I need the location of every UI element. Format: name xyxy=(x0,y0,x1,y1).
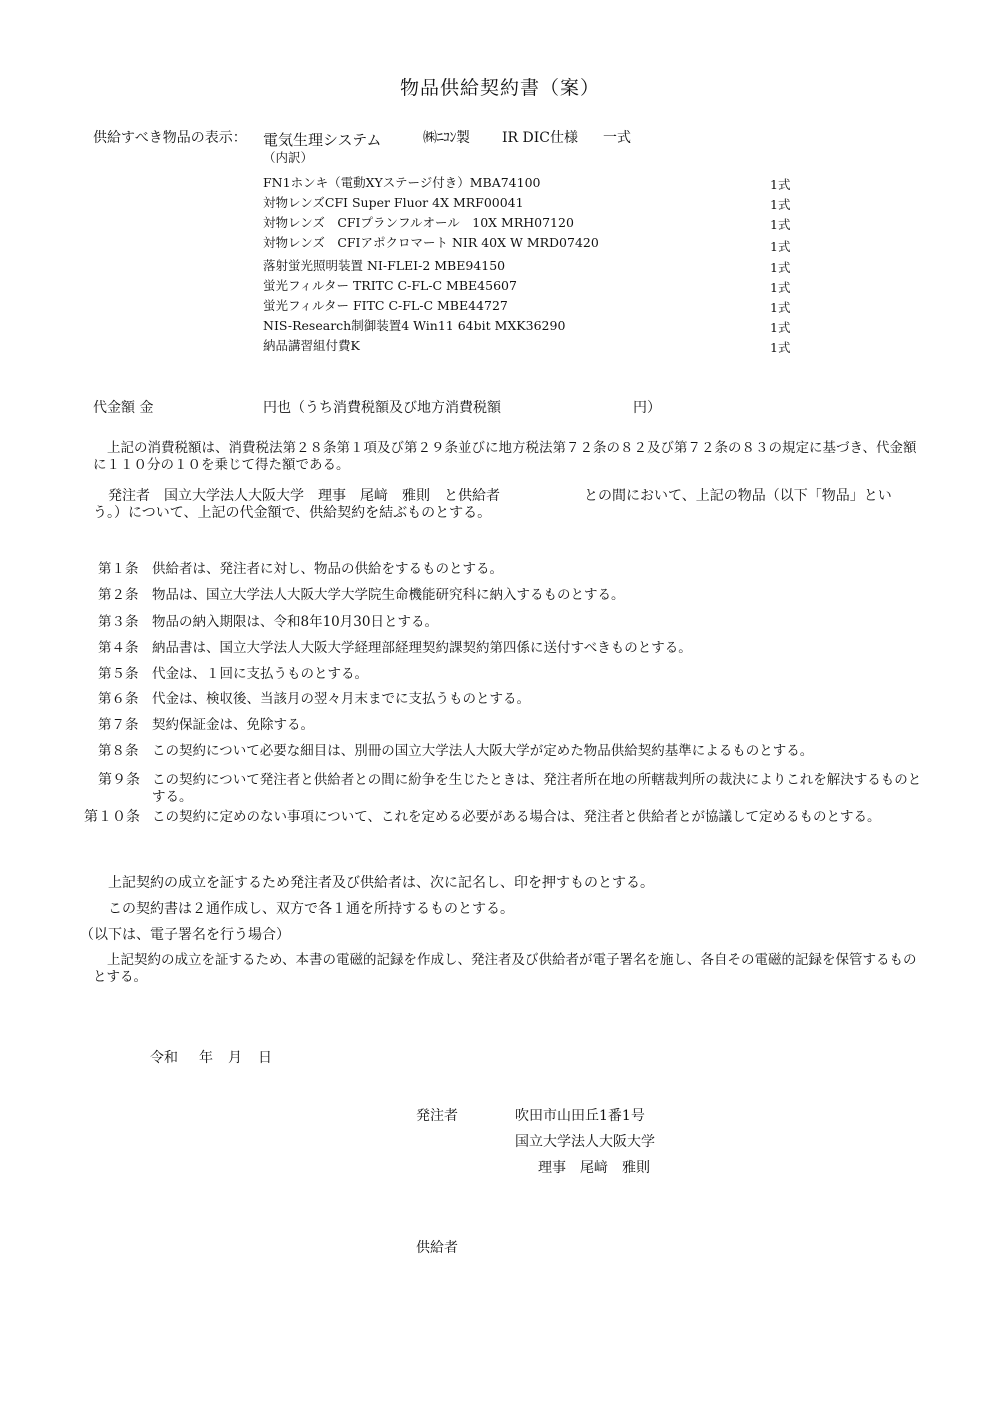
article-9-text: この契約について発注者と供給者との間に紛争を生じたときは、発注者所在地の所轄裁判所の裁決によりこれを解決するものとする。 xyxy=(152,772,922,805)
item-name: 蛍光フィルター FITC C-FL-C MBE44727 xyxy=(263,298,508,313)
goods-name: 電気生理システム xyxy=(263,131,382,149)
article-label: 第５条 xyxy=(98,666,139,682)
article-text: この契約について必要な細目は、別冊の国立大学法人大阪大学が定めた物品供給契約基準によるものとする。 xyxy=(152,743,814,759)
item-name: 蛍光フィルター TRITC C-FL-C MBE45607 xyxy=(263,278,517,293)
article-text: 契約保証金は、免除する。 xyxy=(152,717,314,733)
item-name: FN1ホンキ（電動XYステージ付き）MBA74100 xyxy=(263,175,541,190)
article-label: 第３条 xyxy=(98,614,139,630)
item-qty: 1式 xyxy=(770,197,791,212)
closing-statement-2: この契約書は２通作成し、双方で各１通を所持するものとする。 xyxy=(108,901,514,917)
article-10-text: この契約に定めのない事項について、これを定める必要がある場合は、発注者と供給者とが協議して定めるものとする。 xyxy=(152,809,881,825)
item-qty: 1式 xyxy=(770,260,791,275)
orderer-label: 発注者 xyxy=(416,1108,458,1124)
article-text: 代金は、１回に支払うものとする。 xyxy=(152,666,368,682)
article-text: 代金は、検収後、当該月の翌々月末までに支払うものとする。 xyxy=(152,691,530,707)
breakdown-label: （内訳） xyxy=(263,150,314,165)
document-title: 物品供給契約書（案） xyxy=(400,77,601,99)
item-qty: 1式 xyxy=(770,177,791,192)
price-tax-label: 円也（うち消費税額及び地方消費税額 xyxy=(263,400,501,416)
orderer-address: 吹田市山田丘1番1号 xyxy=(515,1108,645,1124)
closing-statement-1: 上記契約の成立を証するため発注者及び供給者は、次に記名し、印を押すものとする。 xyxy=(108,875,654,891)
article-9-label: 第９条 xyxy=(98,772,140,788)
article-label: 第１条 xyxy=(98,561,139,577)
orderer-org: 国立大学法人大阪大学 xyxy=(515,1134,655,1150)
item-name: NIS-Research制御装置4 Win11 64bit MXK36290 xyxy=(263,318,566,333)
article-10-label: 第１０条 xyxy=(84,809,140,825)
item-qty: 1式 xyxy=(770,320,791,335)
goods-maker: ㈱ﾆｺﾝ製 xyxy=(423,130,470,146)
date-year: 年 xyxy=(199,1050,213,1066)
article-label: 第７条 xyxy=(98,717,139,733)
parties-tail-line2: う。）について、上記の代金額で、供給契約を結ぶものとする。 xyxy=(93,505,492,521)
item-name: 対物レンズ CFIプランフルオール 10X MRH07120 xyxy=(263,215,574,230)
article-label: 第２条 xyxy=(98,587,139,603)
parties-head: 発注者 国立大学法人大阪大学 理事 尾﨑 雅則 と供給者 xyxy=(108,488,500,504)
item-qty: 1式 xyxy=(770,280,791,295)
item-qty: 1式 xyxy=(770,217,791,232)
article-label: 第６条 xyxy=(98,691,139,707)
article-label: 第８条 xyxy=(98,743,139,759)
item-qty: 1式 xyxy=(770,340,791,355)
item-name: 納品講習組付費K xyxy=(263,338,360,353)
article-text: 物品の納入期限は、令和8年10月30日とする。 xyxy=(152,614,438,630)
date-era: 令和 xyxy=(150,1050,178,1066)
tax-note: 上記の消費税額は、消費税法第２８条第１項及び第２９条並びに地方税法第７２条の８２及び第７２条の８３の規定に基づき、代金額に１１０分の１０を乗じて得た額である。 xyxy=(93,440,917,473)
item-qty: 1式 xyxy=(770,239,791,254)
article-label: 第４条 xyxy=(98,640,139,656)
article-text: 物品は、国立大学法人大阪大学大学院生命機能研究科に納入するものとする。 xyxy=(152,587,625,603)
item-name: 対物レンズCFI Super Fluor 4X MRF00041 xyxy=(263,195,524,210)
item-name: 対物レンズ CFIアポクロマート NIR 40X W MRD07420 xyxy=(263,235,599,250)
item-qty: 1式 xyxy=(770,300,791,315)
article-text: 供給者は、発注者に対し、物品の供給をするものとする。 xyxy=(152,561,503,577)
price-close: 円） xyxy=(633,400,661,416)
item-name: 落射蛍光照明装置 NI-FLEI-2 MBE94150 xyxy=(263,258,506,273)
esign-text: 上記契約の成立を証するため、本書の電磁的記録を作成し、発注者及び供給者が電子署名を施し、各自その電磁的記録を保管するものとする。 xyxy=(93,952,917,985)
goods-label: 供給すべき物品の表示： xyxy=(93,130,247,146)
article-text: 納品書は、国立大学法人大阪大学経理部経理契約課契約第四係に送付すべきものとする。 xyxy=(152,640,692,656)
date-day: 日 xyxy=(258,1050,272,1066)
price-label: 代金額 金 xyxy=(93,400,154,416)
goods-qty: 一式 xyxy=(603,130,631,146)
esign-heading: （以下は、電子署名を行う場合） xyxy=(80,927,290,943)
supplier-label: 供給者 xyxy=(416,1240,458,1256)
date-month: 月 xyxy=(228,1050,242,1066)
parties-tail-line1: との間において、上記の物品（以下「物品」とい xyxy=(584,488,892,504)
goods-spec: IR DIC仕様 xyxy=(502,130,578,146)
orderer-rep: 理事 尾﨑 雅則 xyxy=(538,1160,650,1176)
